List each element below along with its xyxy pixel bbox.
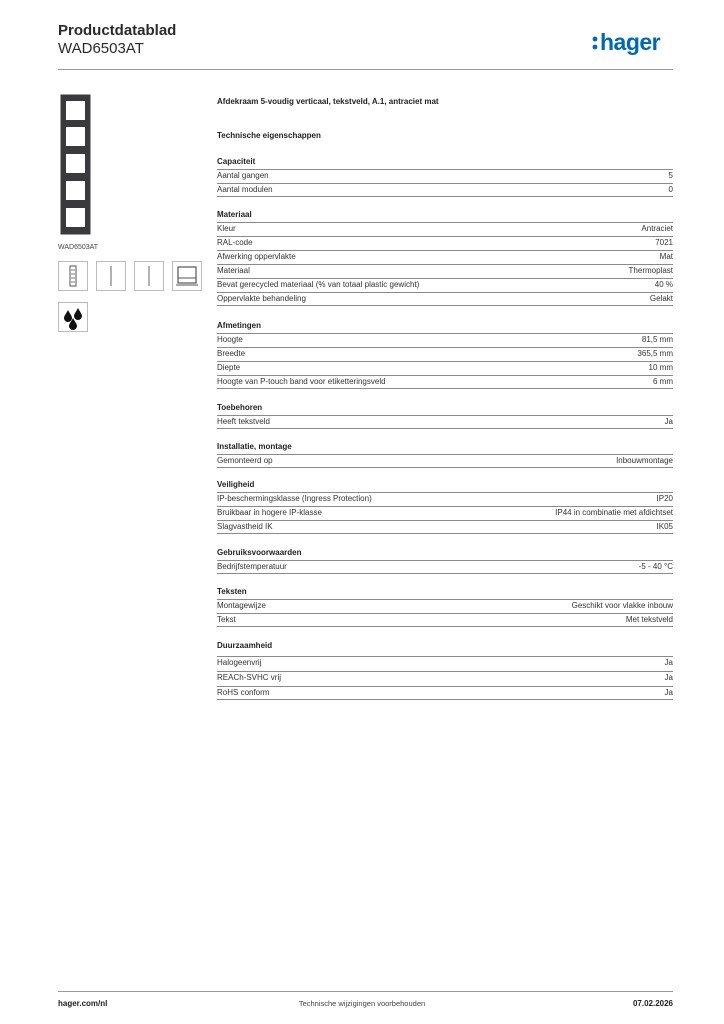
- table-row: Slagvastheid IK IK05: [217, 520, 673, 534]
- footer-disclaimer: Technische wijzigingen voorbehouden: [298, 999, 426, 1008]
- section-title-materiaal: Materiaal: [217, 210, 252, 219]
- footer-divider: [58, 991, 673, 992]
- table-row: Gemonteerd op Inbouwmontage: [217, 454, 673, 468]
- table-row: Montagewijze Geschikt voor vlakke inbouw: [217, 599, 673, 613]
- section-title-teksten: Teksten: [217, 587, 247, 596]
- table-row: Materiaal Thermoplast: [217, 264, 673, 278]
- tech-properties-title: Technische eigenschappen: [217, 131, 321, 140]
- table-row: Bedrijfstemperatuur -5 - 40 °C: [217, 560, 673, 574]
- table-row: Kleur Antraciet: [217, 222, 673, 236]
- table-row: RoHS conform Ja: [217, 686, 673, 700]
- table-row: Afwerking oppervlakte Mat: [217, 250, 673, 264]
- table-row: Tekst Met tekstveld: [217, 613, 673, 627]
- table-row: Hoogte van P-touch band voor etiketteringsveld 6 mm: [217, 375, 673, 389]
- table-row: REACh-SVHC vrij Ja: [217, 671, 673, 685]
- table-row: Halogeenvrij Ja: [217, 656, 673, 670]
- product-image: [58, 92, 203, 237]
- table-row: Hoogte 81,5 mm: [217, 333, 673, 347]
- section-title-afmetingen: Afmetingen: [217, 321, 261, 330]
- product-code: WAD6503AT: [58, 40, 144, 57]
- section-title-installatie: Installatie, montage: [217, 442, 292, 451]
- section-title-gebruiksvoorwaarden: Gebruiksvoorwaarden: [217, 548, 302, 557]
- table-row: Aantal modulen 0: [217, 183, 673, 197]
- text-field-frame-icon: [58, 261, 88, 291]
- svg-text:hager: hager: [600, 29, 661, 55]
- table-row: Breedte 365,5 mm: [217, 347, 673, 361]
- product-description: Afdekraam 5-voudig verticaal, tekstveld, A.1, antraciet mat: [217, 97, 439, 106]
- table-row: IP-beschermingsklasse (Ingress Protection) IP20: [217, 492, 673, 506]
- footer-date: 07.02.2026: [632, 999, 673, 1008]
- section-title-capaciteit: Capaciteit: [217, 157, 256, 166]
- table-row: Bruikbaar in hogere IP-klasse IP44 in combinatie met afdichtset: [217, 506, 673, 520]
- image-caption: WAD6503AT: [58, 244, 99, 251]
- section-title-duurzaamheid: Duurzaamheid: [217, 641, 273, 650]
- single-line-icon: [134, 261, 164, 291]
- table-row: Oppervlakte behandeling Gelakt: [217, 292, 673, 306]
- footer-website-link[interactable]: hager.com/nl: [58, 999, 108, 1008]
- table-row: Diepte 10 mm: [217, 361, 673, 375]
- table-row: Aantal gangen 5: [217, 169, 673, 183]
- water-drops-icon: [58, 302, 88, 332]
- section-title-veiligheid: Veiligheid: [217, 480, 255, 489]
- flush-mount-icon: [172, 261, 202, 291]
- table-row: Bevat gerecycled materiaal (% van totaal plastic gewicht) 40 %: [217, 278, 673, 292]
- single-line-icon: [96, 261, 126, 291]
- document-title: Productdatablad: [58, 22, 177, 39]
- table-row: RAL-code 7021: [217, 236, 673, 250]
- section-title-toebehoren: Toebehoren: [217, 403, 263, 412]
- table-row: Heeft tekstveld Ja: [217, 415, 673, 429]
- hager-logo[interactable]: [592, 28, 674, 56]
- header-divider: [58, 69, 673, 70]
